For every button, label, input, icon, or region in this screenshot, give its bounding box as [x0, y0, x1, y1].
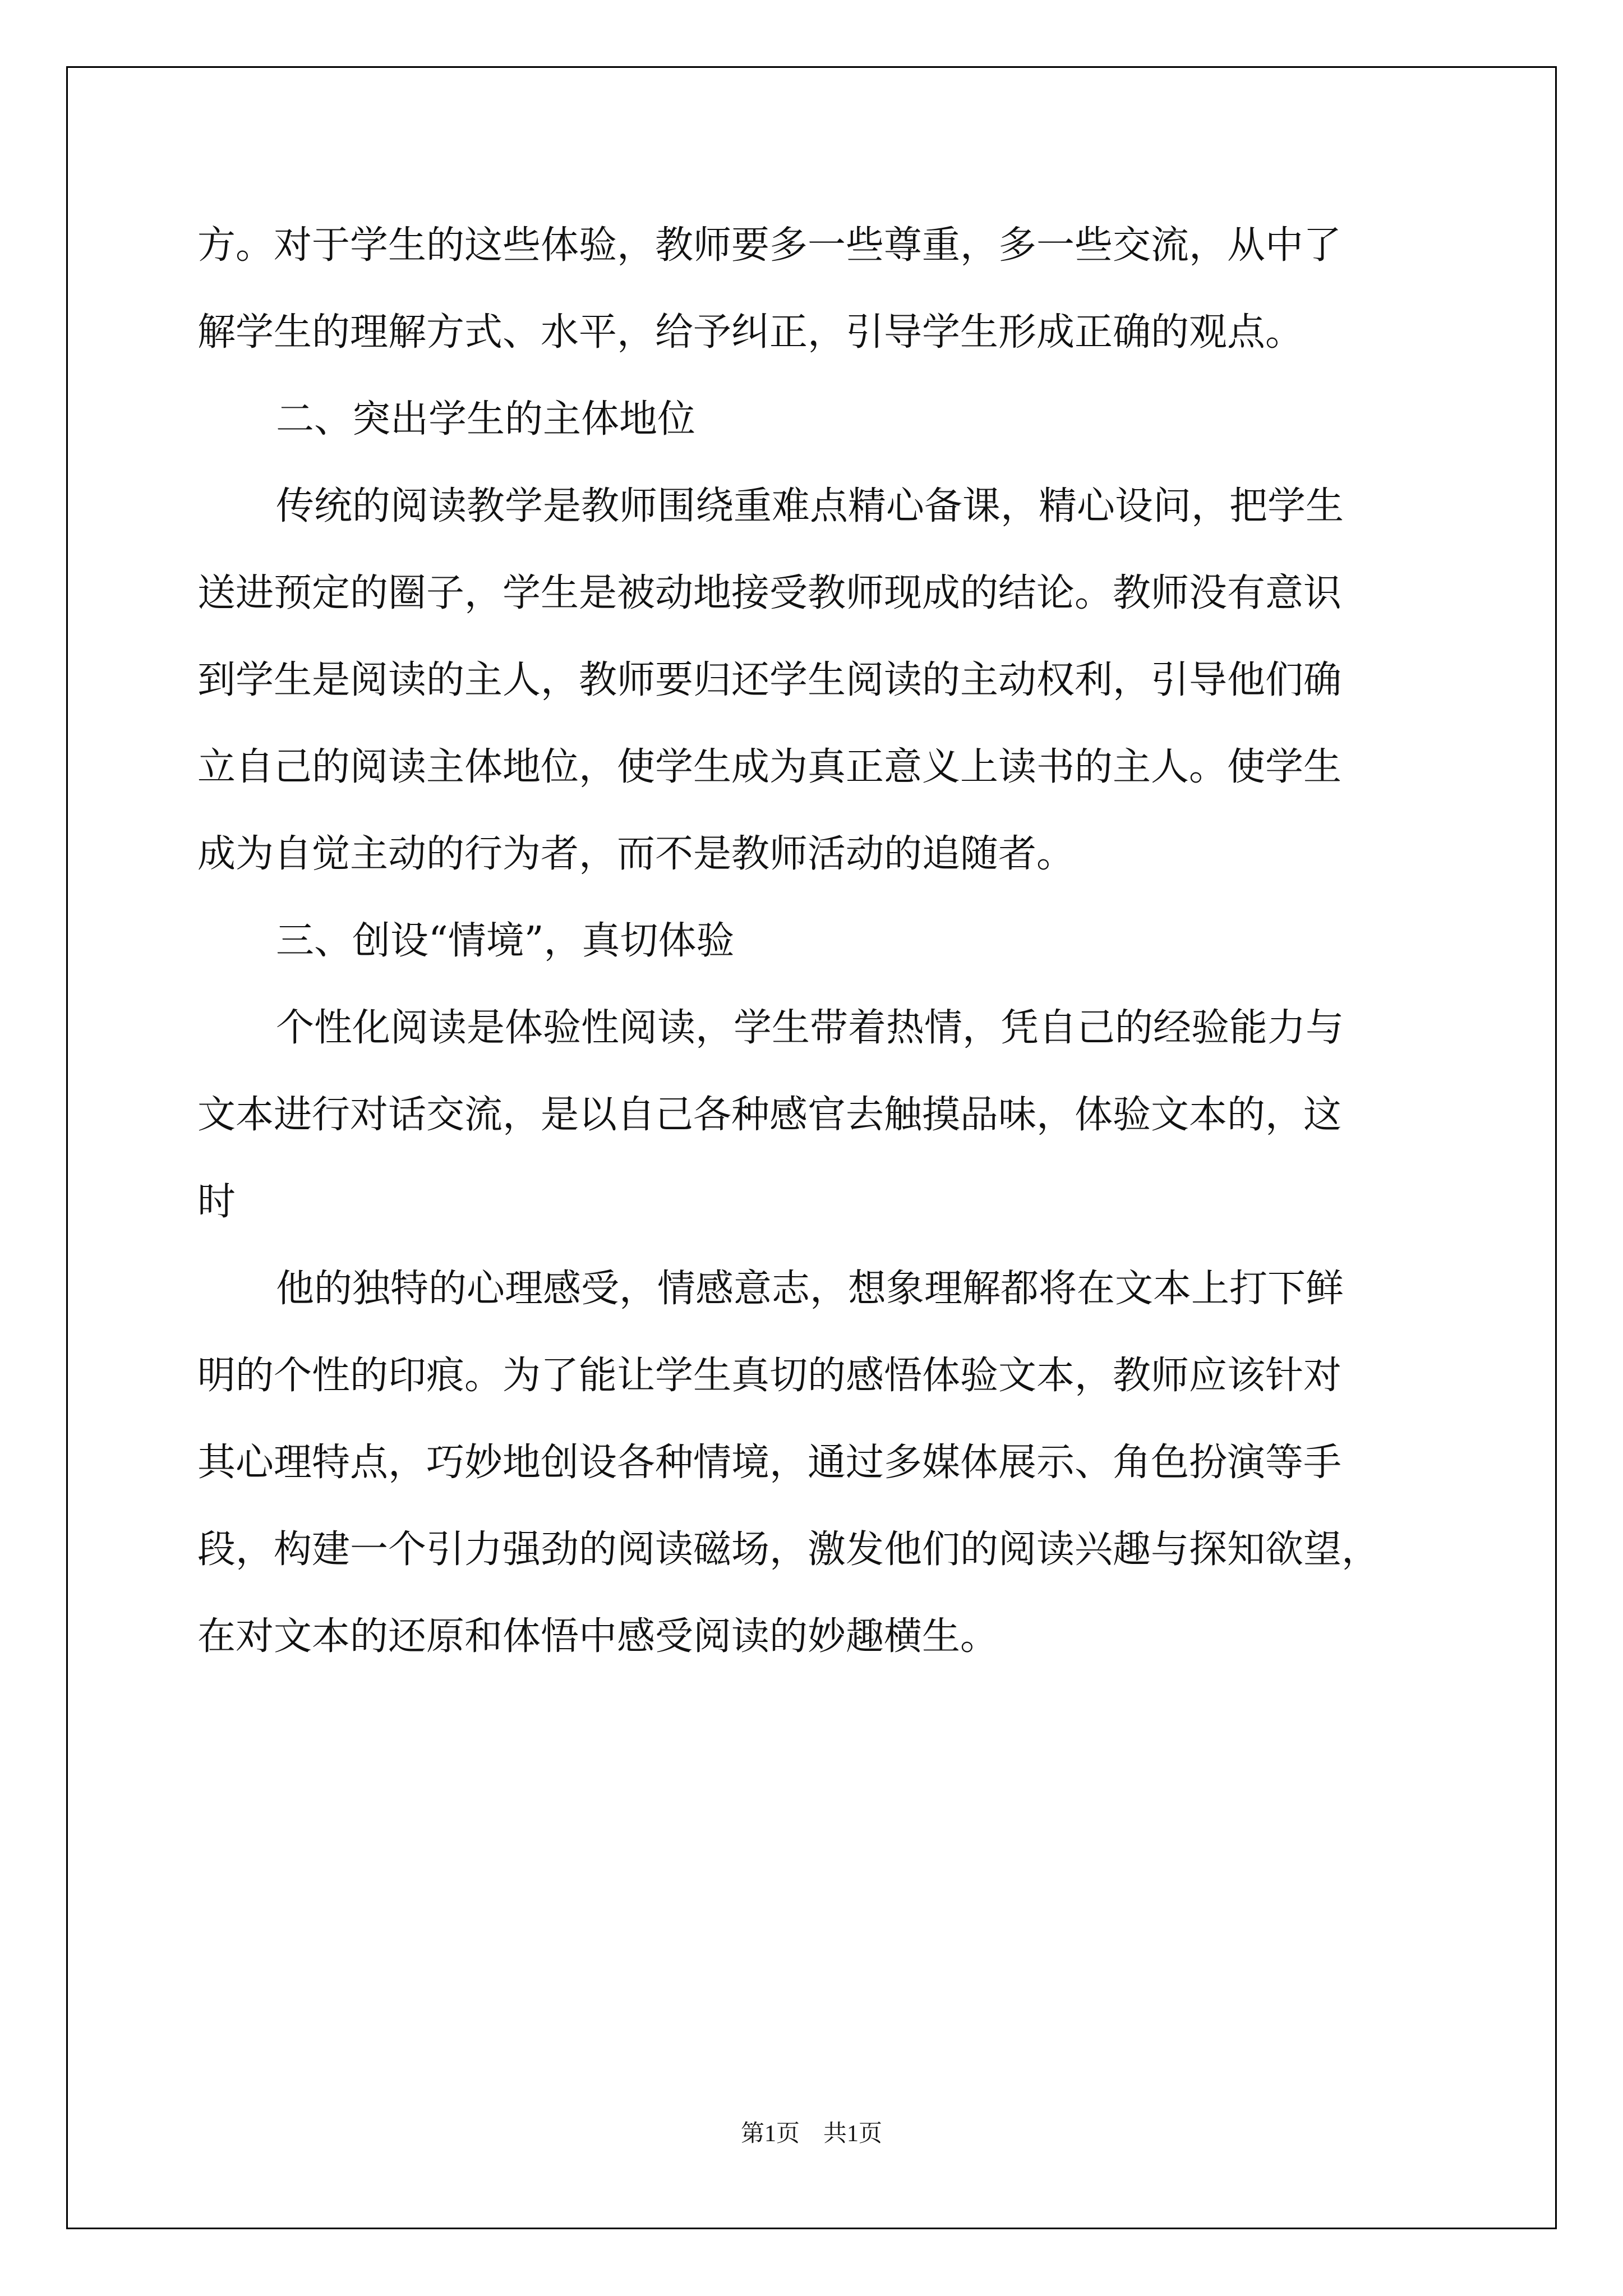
text-line-2: 解学生的理解方式、水平，给予纠正，引导学生形成正确的观点。 [197, 310, 1304, 355]
text-line-1: 方。对于学生的这些体验，教师要多一些尊重，多一些交流，从中了 [197, 223, 1342, 268]
text-line-6: 到学生是阅读的主人，教师要归还学生阅读的主动权利，引导他们确 [197, 658, 1342, 702]
section-heading-2: 二、突出学生的主体地位 [276, 397, 696, 441]
document-body [197, 202, 1431, 1680]
text-line-8: 成为自觉主动的行为者，而不是教师活动的追随者。 [197, 832, 1075, 876]
text-line-12: 时 [197, 1180, 236, 1224]
text-line-4: 传统的阅读教学是教师围绕重难点精心备课，精心设问，把学生 [276, 484, 1344, 528]
text-line-10: 个性化阅读是体验性阅读，学生带着热情，凭自己的经验能力与 [276, 1006, 1344, 1050]
text-line-14: 明的个性的印痕。为了能让学生真切的感悟体验文本，教师应该针对 [197, 1354, 1342, 1398]
text-line-7: 立自己的阅读主体地位，使学生成为真正意义上读书的主人。使学生 [197, 745, 1342, 789]
text-line-17: 在对文本的还原和体悟中感受阅读的妙趣横生。 [197, 1614, 999, 1659]
text-line-16: 段，构建一个引力强劲的阅读磁场，激发他们的阅读兴趣与探知欲望， [197, 1527, 1380, 1572]
text-line-5: 送进预定的圈子，学生是被动地接受教师现成的结论。教师没有意识 [197, 571, 1342, 615]
section-heading-3: 三、创设“情境”，真切体验 [276, 919, 735, 963]
page-footer: 第1页 共1页 [740, 2121, 882, 2147]
text-line-11: 文本进行对话交流，是以自己各种感官去触摸品味，体验文本的，这 [197, 1093, 1342, 1137]
text-line-13: 他的独特的心理感受，情感意志，想象理解都将在文本上打下鲜 [276, 1267, 1344, 1311]
text-line-15: 其心理特点，巧妙地创设各种情境，通过多媒体展示、角色扮演等手 [197, 1441, 1342, 1485]
